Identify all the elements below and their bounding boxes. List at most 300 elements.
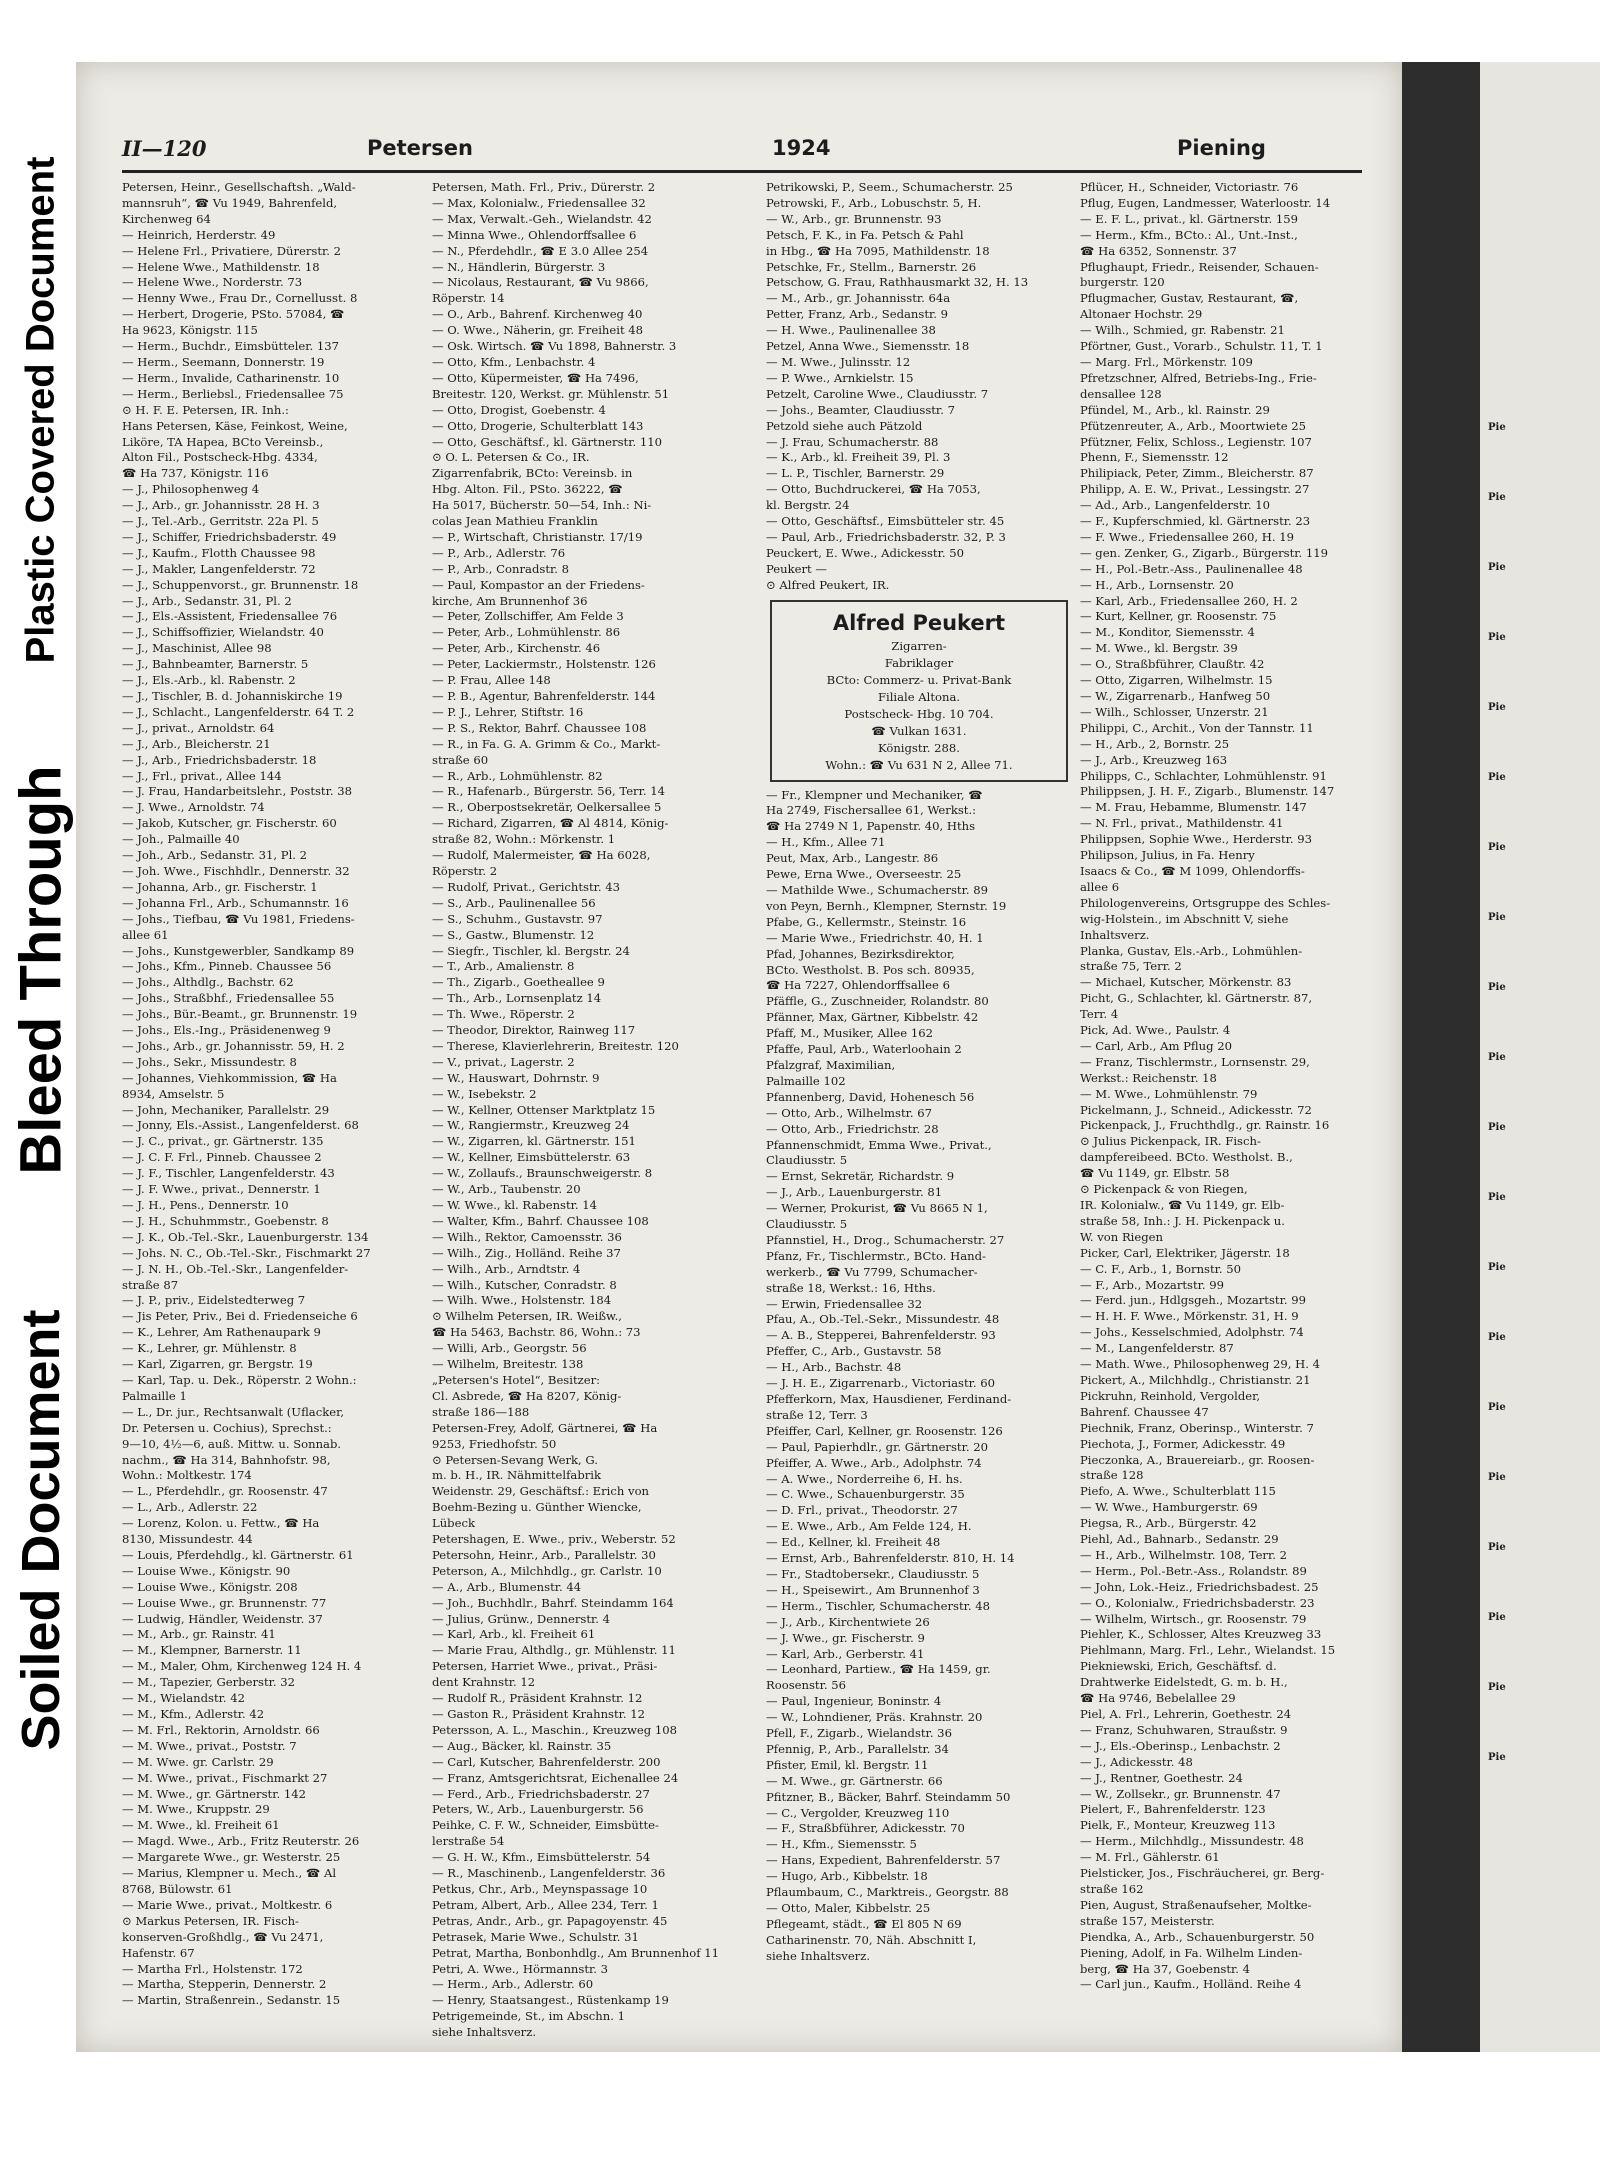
directory-entry-line: — S., Arb., Paulinenallee 56 [432, 895, 596, 910]
ad-residence: Wohn.: ☎ Vu 631 N 2, Allee 71. [825, 757, 1013, 772]
adjacent-page-fragment: Pie [1488, 1402, 1506, 1413]
adjacent-page-fragment: Pie [1488, 1052, 1506, 1063]
directory-entry-line: — W., Rangiermstr., Kreuzweg 24 [432, 1118, 630, 1133]
directory-entry-line: Petzel, Anna Wwe., Siemensstr. 18 [766, 339, 970, 354]
directory-entry-line: Picker, Carl, Elektriker, Jägerstr. 18 [1080, 1245, 1290, 1260]
directory-entry-line: Pfeffer, C., Arb., Gustavstr. 58 [766, 1344, 942, 1359]
directory-entry-line: — Ed., Kellner, kl. Freiheit 48 [766, 1535, 941, 1550]
directory-entry-line: Pickruhn, Reinhold, Vergolder, [1080, 1388, 1261, 1403]
directory-entry-line: — Ad., Arb., Langenfelderstr. 10 [1080, 498, 1271, 513]
directory-entry-line: Petershagen, E. Wwe., priv., Weberstr. 52 [432, 1532, 676, 1547]
directory-entry-line: — P., Arb., Adlerstr. 76 [432, 545, 566, 560]
directory-entry-line: Pfitzner, B., Bäcker, Bahrf. Steindamm 50 [766, 1789, 1011, 1804]
directory-entry-line: Ha 2749, Fischersallee 61, Werkst.: [766, 803, 977, 818]
directory-entry-line: Peut, Max, Arb., Langestr. 86 [766, 851, 939, 866]
directory-entry-line: — J., Makler, Langenfelderstr. 72 [122, 561, 316, 576]
directory-entry-line: Wohn.: Moltkestr. 174 [122, 1468, 252, 1483]
directory-entry-line: Zigarrenfabrik, BCto: Vereinsb. in [432, 466, 633, 481]
directory-page [76, 62, 1402, 2052]
ad-line-2: Fabriklager [884, 655, 954, 670]
directory-entry-line: — Marie Frau, Althdlg., gr. Mühlenstr. 11 [432, 1643, 676, 1658]
directory-entry-line: — Herm., Arb., Adlerstr. 60 [432, 1977, 594, 1992]
header-rule [122, 170, 1362, 173]
directory-entry-line: — V., privat., Lagerstr. 2 [432, 1054, 575, 1069]
directory-entry-line: Hafenstr. 67 [122, 1945, 195, 1960]
directory-entry-line: ⊙ Julius Pickenpack, IR. Fisch- [1080, 1134, 1261, 1149]
directory-entry-line: — Helene Wwe., Mathildenstr. 18 [122, 259, 320, 274]
directory-entry-line: Boehm-Bezing u. Günther Wiencke, [432, 1500, 642, 1515]
directory-entry-line: — Marie Wwe., Friedrichstr. 40, H. 1 [766, 930, 984, 945]
directory-entry-line: straße 157, Meisterstr. [1080, 1913, 1215, 1928]
directory-entry-line: Pielsticker, Jos., Fischräucherei, gr. Berg- [1080, 1866, 1325, 1881]
directory-entry-line: Terr. 4 [1080, 1007, 1119, 1022]
directory-entry-line: Peukert — [766, 561, 827, 576]
directory-entry-line: — D. Frl., privat., Theodorstr. 27 [766, 1503, 958, 1518]
directory-entry-line: — M. Wwe., kl. Freiheit 61 [122, 1818, 280, 1833]
directory-entry-line: — Rudolf, Malermeister, ☎ Ha 6028, [432, 848, 651, 863]
directory-entry-line: Pielk, F., Monteur, Kreuzweg 113 [1080, 1818, 1276, 1833]
directory-entry-line: Peterson, A., Milchhdlg., gr. Carlstr. 10 [432, 1563, 662, 1578]
directory-entry-line: straße 186—188 [432, 1404, 530, 1419]
directory-entry-line: — Walter, Kfm., Bahrf. Chaussee 108 [432, 1213, 649, 1228]
directory-entry-line: Philipiack, Peter, Zimm., Bleicherstr. 87 [1080, 466, 1314, 481]
directory-entry-line: — Jis Peter, Priv., Bei d. Friedenseiche 6 [122, 1309, 358, 1324]
adjacent-page-fragment: Pie [1488, 702, 1506, 713]
directory-entry-line: — Herm., Pol.-Betr.-Ass., Rolandstr. 89 [1080, 1563, 1307, 1578]
directory-entry-line: — W., Zigarren, kl. Gärtnerstr. 151 [432, 1134, 636, 1149]
directory-entry-line: — S., Gastw., Blumenstr. 12 [432, 927, 595, 942]
directory-entry-line: — Martin, Straßenrein., Sedanstr. 15 [122, 1993, 341, 2008]
adjacent-page-fragment: Pie [1488, 1122, 1506, 1133]
directory-entry-line: Pfad, Johannes, Bezirksdirektor, [766, 946, 955, 961]
directory-entry-line: — S., Schuhm., Gustavstr. 97 [432, 911, 603, 926]
column-4 [1080, 180, 1386, 2040]
directory-entry-line: m. b. H., IR. Nähmittelfabrik [432, 1468, 602, 1483]
directory-entry-line: Roosenstr. 56 [766, 1678, 846, 1693]
directory-entry-line: Pfeiffer, A. Wwe., Arb., Adolphstr. 74 [766, 1455, 982, 1470]
directory-entry-line: — W., Hauswart, Dohrnstr. 9 [432, 1070, 600, 1085]
directory-entry-line: — A., Arb., Blumenstr. 44 [432, 1579, 582, 1594]
directory-entry-line: — P. B., Agentur, Bahrenfelderstr. 144 [432, 689, 656, 703]
directory-entry-line: Röperstr. 2 [432, 863, 498, 878]
directory-entry-line: burgerstr. 120 [1080, 275, 1165, 290]
directory-entry-line: straße 162 [1080, 1881, 1144, 1896]
directory-entry-line: — M., Klempner, Barnerstr. 11 [122, 1643, 302, 1658]
directory-entry-line: konserven-Großhdlg., ☎ Vu 2471, [122, 1929, 324, 1944]
directory-entry-line: — Fr., Stadtobersekr., Claudiusstr. 5 [766, 1566, 980, 1581]
directory-entry-line: — Minna Wwe., Ohlendorffsallee 6 [432, 227, 637, 242]
directory-entry-line: Claudiusstr. 5 [766, 1217, 848, 1232]
adjacent-page-fragment: Pie [1488, 772, 1506, 783]
directory-entry-line: Planka, Gustav, Els.-Arb., Lohmühlen- [1080, 943, 1303, 958]
directory-entry-line: colas Jean Mathieu Franklin [432, 514, 598, 529]
directory-entry-line: — Martha, Stepperin, Dennerstr. 2 [122, 1977, 327, 1992]
directory-entry-line: — Franz, Schuhwaren, Straußstr. 9 [1080, 1722, 1288, 1737]
directory-entry-line: — Otto, Kfm., Lenbachstr. 4 [432, 354, 596, 369]
directory-entry-line: Pflaumbaum, C., Marktreis., Georgstr. 88 [766, 1885, 1009, 1900]
directory-entry-line: — Karl, Arb., Gerberstr. 41 [766, 1646, 925, 1661]
directory-entry-line: Pflugmacher, Gustav, Restaurant, ☎, [1080, 291, 1299, 306]
directory-entry-line: — J., Els.-Arb., kl. Rabenstr. 2 [122, 673, 296, 688]
directory-entry-line: — J., Tel.-Arb., Gerritstr. 22a Pl. 5 [122, 514, 319, 529]
directory-entry-line: — K., Arb., kl. Freiheit 39, Pl. 3 [766, 450, 951, 465]
directory-entry-line: Pieczonka, A., Brauereiarb., gr. Roosen- [1080, 1452, 1315, 1467]
directory-entry-line: — Marius, Klempner u. Mech., ☎ Al [122, 1866, 337, 1881]
directory-entry-line: — Ferd. jun., Hdlgsgeh., Mozartstr. 99 [1080, 1293, 1306, 1308]
directory-entry-line: Petsch, F. K., in Fa. Petsch & Pahl [766, 227, 964, 242]
directory-entry-line: — M., Maler, Ohm, Kirchenweg 124 H. 4 [122, 1659, 362, 1674]
directory-entry-line: — J. P., priv., Eidelstedterweg 7 [122, 1293, 306, 1308]
directory-entry-line: Petersen, Harriet Wwe., privat., Präsi- [432, 1659, 658, 1674]
directory-entry-line: Petschke, Fr., Stellm., Barnerstr. 26 [766, 259, 977, 274]
directory-entry-line: Pfretzschner, Alfred, Betriebs-Ing., Frie- [1080, 370, 1317, 385]
directory-entry-line: — W. Wwe., Hamburgerstr. 69 [1080, 1500, 1258, 1515]
directory-entry-line: — Marg. Frl., Mörkenstr. 109 [1080, 354, 1253, 369]
directory-entry-line: Cl. Asbrede, ☎ Ha 8207, König- [432, 1388, 622, 1403]
directory-entry-line: Peihke, C. F. W., Schneider, Eimsbütte- [432, 1818, 659, 1833]
directory-entry-line: — Ludwig, Händler, Weidenstr. 37 [122, 1611, 323, 1626]
directory-entry-line: Petrikowski, P., Seem., Schumacherstr. 25 [766, 180, 1013, 194]
directory-entry-line: straße 82, Wohn.: Mörkenstr. 1 [432, 832, 616, 847]
directory-entry-line: — J., Adickesstr. 48 [1080, 1754, 1193, 1769]
directory-entry-line: — R., Oberpostsekretär, Oelkersallee 5 [432, 800, 662, 815]
directory-entry-line: — C., Vergolder, Kreuzweg 110 [766, 1805, 950, 1820]
directory-entry-line: — Otto, Zigarren, Wilhelmstr. 15 [1080, 673, 1273, 688]
directory-entry-line: — J., Arb., Bleicherstr. 21 [122, 736, 271, 751]
adjacent-page-fragment: Pie [1488, 1752, 1506, 1763]
directory-entry-line: — Herm., Berliebsl., Friedensallee 75 [122, 386, 344, 401]
page-header [122, 136, 1362, 170]
directory-entry-line: — Wilh., Kutscher, Conradstr. 8 [432, 1277, 617, 1292]
directory-entry-line: — J. Frau, Handarbeitslehr., Poststr. 38 [122, 784, 352, 799]
directory-entry-line: straße 128 [1080, 1468, 1144, 1483]
directory-entry-line: — J., Philosophenweg 4 [122, 482, 260, 497]
directory-entry-line: — P. S., Rektor, Bahrf. Chaussee 108 [432, 720, 647, 735]
directory-entry-line: Peuckert, E. Wwe., Adickesstr. 50 [766, 545, 964, 560]
directory-entry-line: Petersen, Heinr., Gesellschaftsh. „Wald- [122, 180, 356, 194]
directory-entry-line: — J., Kaufm., Flotth Chaussee 98 [122, 545, 316, 560]
page-number: II—120 [122, 136, 207, 161]
directory-entry-line: — Peter, Lackiermstr., Holstenstr. 126 [432, 657, 656, 672]
directory-entry-line: — Johs. N. C., Ob.-Tel.-Skr., Fischmarkt 27 [122, 1245, 371, 1260]
directory-entry-line: Palmaille 102 [766, 1073, 846, 1088]
directory-entry-line: — Marie Wwe., privat., Moltkestr. 6 [122, 1897, 333, 1912]
directory-entry-line: straße 18, Werkst.: 16, Hths. [766, 1280, 936, 1295]
ad-company-name: Alfred Peukert [832, 610, 1006, 635]
directory-entry-line: — H., Speisewirt., Am Brunnenhof 3 [766, 1582, 980, 1597]
directory-entry-line: Pfündel, M., Arb., kl. Rainstr. 29 [1080, 402, 1270, 417]
directory-entry-line: densallee 128 [1080, 386, 1162, 401]
directory-entry-line: — M. Wwe., gr. Gärtnerstr. 66 [766, 1773, 943, 1788]
directory-entry-line: „Petersen's Hotel“, Besitzer: [432, 1372, 601, 1387]
directory-entry-line: — Otto, Geschäftsf., Eimsbütteler str. 45 [766, 514, 1005, 529]
directory-entry-line: — H., Pol.-Betr.-Ass., Paulinenallee 48 [1080, 561, 1303, 576]
directory-entry-line: — John, Lok.-Heiz., Friedrichsbadest. 25 [1080, 1579, 1319, 1594]
directory-entry-line: Pflücer, H., Schneider, Victoriastr. 76 [1080, 180, 1299, 194]
directory-entry-line: — J., Arb., Kirchentwiete 26 [766, 1614, 930, 1629]
directory-entry-line: — W., Zigarrenarb., Hanfweg 50 [1080, 689, 1271, 703]
directory-entry-line: — Henny Wwe., Frau Dr., Cornellusst. 8 [122, 291, 358, 306]
ad-branch: Filiale Altona. [877, 689, 961, 704]
directory-entry-line: — Siegfr., Tischler, kl. Bergstr. 24 [432, 943, 630, 958]
directory-entry-line: — L. P., Tischler, Barnerstr. 29 [766, 466, 945, 481]
directory-entry-line: ⊙ Petersen-Sevang Werk, G. [432, 1452, 598, 1467]
directory-entry-line: — Max, Verwalt.-Geh., Wielandstr. 42 [432, 211, 652, 226]
directory-entry-line: Petrasek, Marie Wwe., Schulstr. 31 [432, 1929, 639, 1944]
directory-entry-line: — J., Els.-Assistent, Friedensallee 76 [122, 609, 338, 624]
adjacent-page-fragment: Pie [1488, 1472, 1506, 1483]
directory-entry-line: — F. Wwe., Friedensallee 260, H. 19 [1080, 529, 1294, 544]
directory-entry-line: dampfereibeed. BCto. Westholst. B., [1080, 1150, 1293, 1165]
directory-entry-line: — J. C., privat., gr. Gärtnerstr. 135 [122, 1134, 324, 1149]
directory-entry-line: Piechnik, Franz, Oberinsp., Winterstr. 7 [1080, 1420, 1314, 1435]
directory-entry-line: Alton Fil., Postscheck-Hbg. 4334, [122, 450, 318, 465]
directory-entry-line: — Otto, Buchdruckerei, ☎ Ha 7053, [766, 482, 981, 497]
directory-entry-line: — J. F., Tischler, Langenfelderstr. 43 [122, 1166, 335, 1181]
directory-entry-line: — R., in Fa. G. A. Grimm & Co., Markt- [432, 736, 661, 751]
directory-entry-line: Piehler, K., Schlosser, Altes Kreuzweg 33 [1080, 1627, 1322, 1642]
directory-entry-line: straße 12, Terr. 3 [766, 1407, 868, 1422]
directory-entry-line: Petrat, Martha, Bonbonhdlg., Am Brunnenhof 11 [432, 1945, 719, 1960]
directory-entry-line: Petersohn, Heinr., Arb., Parallelstr. 30 [432, 1547, 656, 1562]
directory-entry-line: ☎ Ha 737, Königstr. 116 [122, 466, 269, 481]
directory-entry-line: — Wilh., Rektor, Camoensstr. 36 [432, 1229, 622, 1244]
directory-entry-line: — Herm., Tischler, Schumacherstr. 48 [766, 1598, 991, 1613]
ad-phone: ☎ Vulkan 1631. [871, 723, 967, 738]
directory-entry-line: Pfaff, M., Musiker, Allee 162 [766, 1026, 933, 1041]
directory-entry-line: — Johs., Beamter, Claudiusstr. 7 [766, 402, 955, 417]
directory-entry-line: — Th., Arb., Lornsenplatz 14 [432, 991, 602, 1006]
directory-entry-line: — Herm., Seemann, Donnerstr. 19 [122, 354, 325, 369]
directory-entry-line: — M. Wwe. gr. Carlstr. 29 [122, 1754, 274, 1769]
directory-entry-line: Pfabe, G., Kellermstr., Steinstr. 16 [766, 914, 967, 929]
directory-entry-line: — Werner, Prokurist, ☎ Vu 8665 N 1, [766, 1201, 988, 1216]
directory-entry-line: — J. F. Wwe., privat., Dennerstr. 1 [122, 1182, 321, 1197]
directory-entry-line: — M., Kfm., Adlerstr. 42 [122, 1707, 265, 1721]
directory-entry-line: — M. Wwe., privat., Poststr. 7 [122, 1738, 297, 1753]
directory-entry-line: — J. Wwe., gr. Fischerstr. 9 [766, 1630, 925, 1645]
directory-entry-line: — Johs., Kfm., Pinneb. Chaussee 56 [122, 959, 332, 974]
directory-entry-line: Philipp, A. E. W., Privat., Lessingstr. 27 [1080, 482, 1310, 497]
directory-entry-line: — Hans, Expedient, Bahrenfelderstr. 57 [766, 1853, 1001, 1868]
directory-entry-line: — Osk. Wirtsch. ☎ Vu 1898, Bahnerstr. 3 [432, 339, 677, 354]
directory-entry-line: — Gaston R., Präsident Krahnstr. 12 [432, 1707, 646, 1721]
directory-entry-line: Bahrenf. Chaussee 47 [1080, 1404, 1209, 1419]
directory-entry-line: — gen. Zenker, G., Zigarb., Bürgerstr. 119 [1080, 545, 1329, 560]
directory-entry-line: — Johs., Straßbhf., Friedensallee 55 [122, 991, 335, 1006]
directory-entry-line: — Joh., Arb., Sedanstr. 31, Pl. 2 [122, 848, 308, 863]
directory-entry-line: Philippsen, J. H. F., Zigarb., Blumenstr. 147 [1080, 784, 1335, 799]
directory-entry-line: — Carl, Kutscher, Bahrenfelderstr. 200 [432, 1754, 661, 1769]
adjacent-page-fragment: Pie [1488, 1612, 1506, 1623]
directory-entry-line: — Karl, Zigarren, gr. Bergstr. 19 [122, 1357, 313, 1372]
directory-entry-line: Piefo, A. Wwe., Schulterblatt 115 [1080, 1484, 1276, 1499]
directory-entry-line: — Ferd., Arb., Friedrichsbaderstr. 27 [432, 1786, 650, 1801]
directory-entry-line: — Franz, Tischlermstr., Lornsenstr. 29, [1080, 1054, 1310, 1069]
directory-entry-line: — Heinrich, Herderstr. 49 [122, 227, 276, 242]
bleed-through-label: Bleed Through [8, 765, 74, 1175]
directory-entry-line: — M., Langenfelderstr. 87 [1080, 1341, 1234, 1356]
directory-entry-line: — Otto, Drogist, Goebenstr. 4 [432, 402, 606, 417]
adjacent-page-fragment: Pie [1488, 1192, 1506, 1203]
directory-entry-line: Hbg. Alton. Fil., PSto. 36222, ☎ [432, 482, 623, 497]
directory-entry-line: — W., Zollaufs., Braunschweigerstr. 8 [432, 1166, 653, 1181]
adjacent-page-fragment: Pie [1488, 1332, 1506, 1343]
directory-entry-line: Palmaille 1 [122, 1388, 187, 1403]
directory-entry-line: — Wilh., Arb., Arndtstr. 4 [432, 1261, 581, 1276]
directory-entry-line: — J., Rentner, Goethestr. 24 [1080, 1770, 1243, 1785]
directory-entry-line: — W., Kellner, Eimsbüttelerstr. 63 [432, 1150, 631, 1165]
directory-entry-line: — J. H., Schuhmmstr., Goebenstr. 8 [122, 1213, 329, 1228]
directory-entry-line: Piening, Adolf, in Fa. Wilhelm Linden- [1080, 1945, 1303, 1960]
directory-entry-line: — W., Kellner, Ottenser Marktplatz 15 [432, 1102, 656, 1117]
directory-entry-line: — A. Wwe., Norderreihe 6, H. hs. [766, 1471, 963, 1486]
directory-entry-line: Peters, W., Arb., Lauenburgerstr. 56 [432, 1802, 644, 1817]
directory-entry-line: Pfützenreuter, A., Arb., Moortwiete 25 [1080, 418, 1306, 433]
directory-entry-line: — J., Schiffsoffizier, Wielandstr. 40 [122, 625, 324, 640]
column-1 [122, 180, 428, 2040]
directory-entry-line: — M. Frl., Gählerstr. 61 [1080, 1850, 1220, 1865]
directory-entry-line: — Erwin, Friedensallee 32 [766, 1296, 923, 1311]
directory-entry-line: — R., Hafenarb., Bürgerstr. 56, Terr. 14 [432, 784, 665, 799]
directory-entry-line: — Joh., Palmaille 40 [122, 832, 240, 847]
directory-entry-line: — Louise Wwe., Königstr. 208 [122, 1579, 298, 1594]
directory-entry-line: — Karl, Arb., kl. Freiheit 61 [432, 1627, 596, 1642]
directory-entry-line: — Joh., Buchhdlr., Bahrf. Steindamm 164 [432, 1595, 674, 1610]
directory-entry-line: — Hugo, Arb., Kibbelstr. 18 [766, 1869, 928, 1884]
directory-entry-line: Petkus, Chr., Arb., Meynspassage 10 [432, 1881, 648, 1896]
directory-entry-line: — Otto, Küpermeister, ☎ Ha 7496, [432, 370, 639, 385]
directory-entry-line: mannsruh“, ☎ Vu 1949, Bahrenfeld, [122, 195, 338, 210]
directory-entry-line: Petersson, A. L., Maschin., Kreuzweg 108 [432, 1722, 678, 1737]
directory-entry-line: — N., Händlerin, Bürgerstr. 3 [432, 259, 606, 274]
directory-entry-line: — M., Tapezier, Gerberstr. 32 [122, 1675, 296, 1690]
directory-entry-line: — P., Arb., Conradstr. 8 [432, 561, 569, 576]
directory-entry-line: — W., Arb., Taubenstr. 20 [432, 1182, 581, 1197]
directory-entry-line: — W., Zollsekr., gr. Brunnenstr. 47 [1080, 1786, 1281, 1801]
directory-entry-line: — A. B., Stepperei, Bahrenfelderstr. 93 [766, 1328, 996, 1343]
directory-entry-line: — Wilh., Schlosser, Unzerstr. 21 [1080, 704, 1269, 719]
directory-entry-line: — Herm., Invalide, Catharinenstr. 10 [122, 370, 340, 385]
directory-entry-line: — Rudolf, Privat., Gerichtstr. 43 [432, 879, 621, 894]
directory-entry-line: — O., Straßbführer, Claußtr. 42 [1080, 657, 1265, 672]
directory-entry-line: — Paul, Kompastor an der Friedens- [432, 577, 645, 592]
directory-entry-line: — Otto, Drogerie, Schulterblatt 143 [432, 418, 644, 433]
directory-entry-line: — Ernst, Arb., Bahrenfelderstr. 810, H. 14 [766, 1551, 1015, 1566]
directory-entry-line: — Peter, Arb., Lohmühlenstr. 86 [432, 625, 621, 640]
directory-entry-line: — M. Wwe., Julinsstr. 12 [766, 354, 911, 369]
directory-entry-line: — Louise Wwe., gr. Brunnenstr. 77 [122, 1595, 327, 1610]
directory-entry-line: — J., Bahnbeamter, Barnerstr. 5 [122, 657, 309, 672]
directory-entry-line: — Paul, Papierhdlr., gr. Gärtnerstr. 20 [766, 1439, 988, 1454]
directory-entry-line: Philippi, C., Archit., Von der Tannstr. 11 [1080, 720, 1314, 735]
directory-entry-line: — Johs., Els.-Ing., Präsidenenweg 9 [122, 1023, 331, 1038]
directory-entry-line: — Jakob, Kutscher, gr. Fischerstr. 60 [122, 816, 337, 831]
directory-entry-line: — M. Wwe., gr. Gärtnerstr. 142 [122, 1786, 306, 1801]
directory-entry-line: — T., Arb., Amalienstr. 8 [432, 959, 575, 974]
directory-entry-line: kirche, Am Brunnenhof 36 [432, 593, 588, 608]
plastic-covered-label: Plastic Covered Document [18, 156, 63, 664]
directory-entry-line: Drahtwerke Eidelstedt, G. m. b. H., [1080, 1675, 1288, 1690]
directory-entry-line: — Lorenz, Kolon. u. Fettw., ☎ Ha [122, 1516, 320, 1531]
directory-entry-line: berg, ☎ Ha 37, Goebenstr. 4 [1080, 1961, 1251, 1976]
directory-entry-line: ☎ Ha 2749 N 1, Papenstr. 40, Hths [766, 819, 976, 834]
directory-entry-line: — Wilh., Schmied, gr. Rabenstr. 21 [1080, 323, 1285, 338]
adjacent-page-fragment: Pie [1488, 1542, 1506, 1553]
directory-entry-line: — Martha Frl., Holstenstr. 172 [122, 1961, 303, 1976]
directory-entry-line: — Aug., Bäcker, kl. Rainstr. 35 [432, 1738, 612, 1753]
directory-entry-line: — M., Arb., gr. Rainstr. 41 [122, 1627, 276, 1642]
directory-entry-line: Pfäffle, G., Zuschneider, Rolandstr. 80 [766, 994, 989, 1009]
directory-entry-line: — Otto, Maler, Kibbelstr. 25 [766, 1901, 931, 1915]
directory-entry-line: Pfänner, Max, Gärtner, Kibbelstr. 42 [766, 1010, 979, 1025]
directory-entry-line: nachm., ☎ Ha 314, Bahnhofstr. 98, [122, 1452, 331, 1467]
directory-entry-line: Pfeiffer, Carl, Kellner, gr. Roosenstr. 126 [766, 1423, 1003, 1438]
directory-entry-line: — Michael, Kutscher, Mörkenstr. 83 [1080, 975, 1292, 990]
directory-entry-line: — H. Wwe., Paulinenallee 38 [766, 323, 936, 338]
adjacent-page-fragment: Pie [1488, 1682, 1506, 1693]
ad-postscheck: Postscheck- Hbg. 10 704. [844, 706, 994, 721]
directory-entry-line: allee 61 [122, 927, 169, 942]
directory-entry-line: Petram, Albert, Arb., Allee 234, Terr. 1 [432, 1897, 659, 1912]
directory-entry-line: — C. Wwe., Schauenburgerstr. 35 [766, 1487, 965, 1502]
directory-entry-line: — K., Lehrer, gr. Mühlenstr. 8 [122, 1341, 297, 1356]
directory-entry-line: — Herm., Milchhdlg., Missundestr. 48 [1080, 1834, 1304, 1849]
directory-entry-line: dent Krahnstr. 12 [432, 1675, 536, 1690]
directory-entry-line: Phenn, F., Siemensstr. 12 [1080, 450, 1229, 465]
directory-entry-line: Picht, G., Schlachter, kl. Gärtnerstr. 87, [1080, 991, 1313, 1006]
directory-entry-line: — Karl, Tap. u. Dek., Röperstr. 2 Wohn.: [122, 1372, 357, 1387]
directory-entry-line: — O., Arb., Bahrenf. Kirchenweg 40 [432, 307, 643, 322]
directory-entry-line: Breitestr. 120, Werkst. gr. Mühlenstr. 51 [432, 386, 670, 401]
directory-entry-line: siehe Inhaltsverz. [766, 1948, 871, 1963]
directory-entry-line: Werkst.: Reichenstr. 18 [1080, 1070, 1217, 1085]
directory-entry-line: Petschow, G. Frau, Rathhausmarkt 32, H. 13 [766, 275, 1029, 290]
directory-entry-line: Piehl, Ad., Bahnarb., Sedanstr. 29 [1080, 1532, 1279, 1547]
directory-entry-line: — M., Wielandstr. 42 [122, 1691, 245, 1706]
ad-address: Königstr. 288. [878, 740, 960, 755]
directory-entry-line: Kirchenweg 64 [122, 211, 211, 226]
directory-entry-line: — Otto, Geschäftsf., kl. Gärtnerstr. 110 [432, 434, 662, 449]
adjacent-page-fragment: Pie [1488, 982, 1506, 993]
directory-entry-line: Pfell, F., Zigarb., Wielandstr. 36 [766, 1726, 952, 1741]
directory-entry-line: Ha 9623, Königstr. 115 [122, 323, 258, 338]
directory-entry-line: Petter, Franz, Arb., Sedanstr. 9 [766, 307, 949, 322]
directory-entry-line: Röperstr. 14 [432, 291, 505, 306]
directory-entry-line: — Wilh. Wwe., Holstenstr. 184 [432, 1293, 612, 1308]
directory-entry-line: — Johanna Frl., Arb., Schumannstr. 16 [122, 895, 349, 910]
directory-entry-line: Pfanz, Fr., Tischlermstr., BCto. Hand- [766, 1248, 986, 1263]
directory-entry-line: — W., Arb., gr. Brunnenstr. 93 [766, 211, 942, 226]
directory-entry-line: Pfalzgraf, Maximilian, [766, 1057, 896, 1072]
directory-entry-line: — Johs., Tiefbau, ☎ Vu 1981, Friedens- [122, 911, 355, 926]
directory-entry-line: — Rudolf R., Präsident Krahnstr. 12 [432, 1691, 643, 1706]
directory-entry-line: — L., Arb., Adlerstr. 22 [122, 1500, 258, 1515]
directory-entry-line: — H., Arb., Bachstr. 48 [766, 1360, 902, 1375]
directory-entry-line: allee 6 [1080, 879, 1120, 894]
directory-entry-line: — Wilhelm, Wirtsch., gr. Roosenstr. 79 [1080, 1611, 1307, 1626]
directory-entry-line: ⊙ H. F. E. Petersen, IR. Inh.: [122, 402, 289, 417]
directory-entry-line: — W., Lohndiener, Präs. Krahnstr. 20 [766, 1710, 983, 1725]
directory-entry-line: — Wilh., Zig., Holländ. Reihe 37 [432, 1245, 621, 1260]
directory-entry-line: — Johs., Bür.-Beamt., gr. Brunnenstr. 19 [122, 1007, 358, 1022]
directory-entry-line: — J., Schlacht., Langenfelderstr. 64 T. 2 [122, 704, 355, 719]
directory-entry-line: — O., Kolonialw., Friedrichsbaderstr. 23 [1080, 1595, 1315, 1610]
directory-entry-line: — Leonhard, Partiew., ☎ Ha 1459, gr. [766, 1662, 991, 1677]
directory-entry-line: — H., Arb., Lornsenstr. 20 [1080, 577, 1234, 592]
directory-entry-line: — Margarete Wwe., gr. Westerstr. 25 [122, 1850, 341, 1865]
directory-entry-line: — J., Arb., Friedrichsbaderstr. 18 [122, 752, 317, 767]
